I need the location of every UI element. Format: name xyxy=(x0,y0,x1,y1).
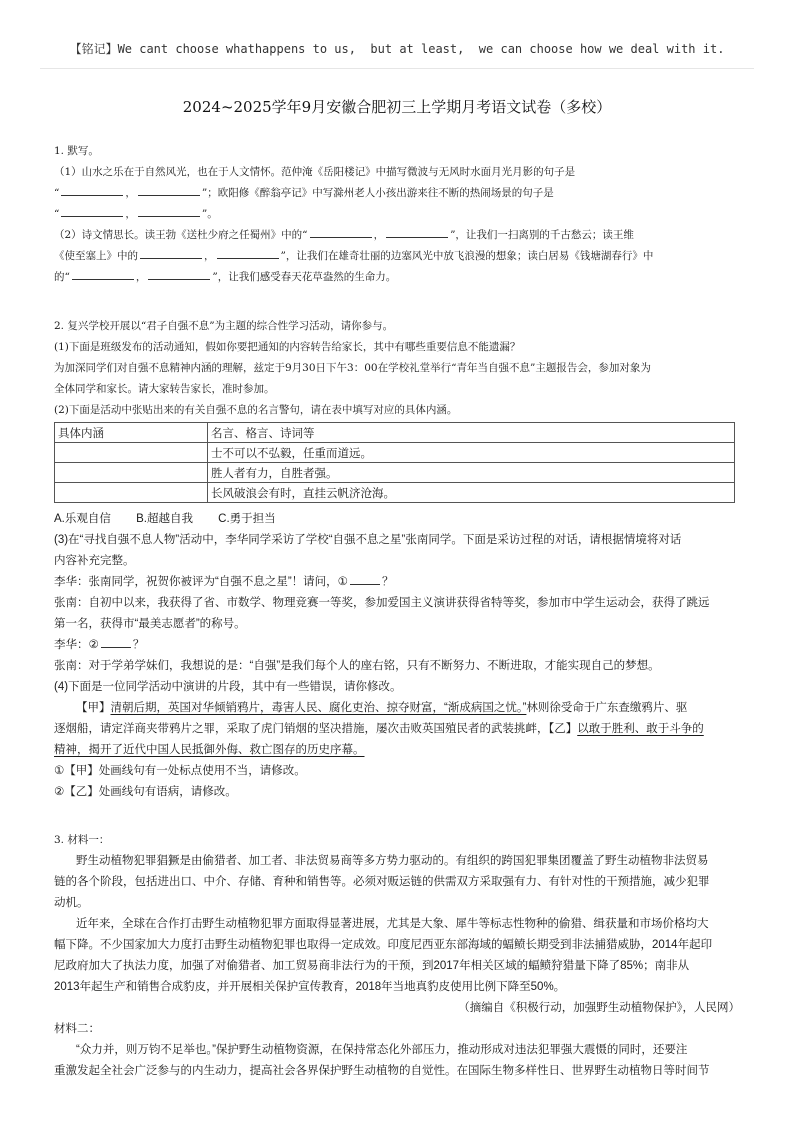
table-row xyxy=(55,483,735,503)
header-divider xyxy=(40,68,754,69)
dialogue-line: 张南：自初中以来，我获得了省、市数学、物理竞赛一等奖，参加爱国主义演讲获得省特等奖，参加市中学生运动会，获得了跳远 xyxy=(54,597,710,609)
table-row xyxy=(55,443,735,463)
question-2-continued xyxy=(54,509,740,803)
option-item: A.乐观自信 xyxy=(54,513,111,525)
header-motto: 【铭记】We cant choose whathappens to us, but at least, we can choose how we deal with it. xyxy=(69,42,725,56)
dialogue-line: 张南：对于学弟学妹们，我想说的是：“自强”是我们每个人的座右铭，只有不断努力、不断进取，才能实现自己的梦想。 xyxy=(54,660,660,672)
q3-material-heading: 材料二： xyxy=(54,1023,100,1035)
speech-line xyxy=(54,740,740,761)
q3-line: 重激发起全社会广泛参与的内生动力，提高社会各界保护野生动植物的自觉性。在国际生物多样性日、世界野生动植物日等时间节 xyxy=(54,1065,710,1077)
q2-heading: 2. 复兴学校开展以“君子自强不息”为主题的综合性学习活动，请你参与。 xyxy=(54,320,394,332)
table-cell: 胜人者有力，自胜者强。 xyxy=(208,463,735,483)
answer-blank[interactable] xyxy=(138,205,200,217)
q3-line: 2013年起生产和销售合成豹皮，并开展相关保护宣传教育，2018年当地真豹皮使用比例下降至50%。 xyxy=(54,981,566,993)
q2-line: 全体同学和家长。请大家转告家长，准时参加。 xyxy=(54,383,275,395)
answer-blank[interactable] xyxy=(350,573,380,585)
q3-line: “众力并，则万钧不足举也。”保护野生动植物资源，在保持常态化外部压力，推动形成对违法犯罪强大震慑的同时，还要注 xyxy=(76,1044,688,1056)
q3-line: 尼政府加大了执法力度，加强了对偷猎者、加工贸易商非法行为的干预，到2017年相关区域的蝠鲼狩猎量下降了85%；南非从 xyxy=(54,960,690,972)
question-2 xyxy=(54,316,740,421)
q2-line: (4)下面是一位同学活动中演讲的片段，其中有一些错误，请你修改。 xyxy=(54,681,402,693)
table-header-row xyxy=(55,423,735,443)
q2-line: ①【甲】处画线句有一处标点使用不当，请修改。 xyxy=(54,765,306,777)
question-1 xyxy=(54,141,740,288)
q1-line: 《使至塞上》中的 ， ”，让我们在雄奇壮丽的边塞风光中放飞浪漫的想象；读白居易《钱塘湖春行》中 xyxy=(54,246,740,267)
q2-line: (2)下面是活动中张贴出来的有关自强不息的名言警句，请在表中填写对应的具体内涵。 xyxy=(54,404,458,416)
answer-blank[interactable] xyxy=(138,184,200,196)
answer-blank[interactable] xyxy=(61,205,123,217)
q3-heading: 3. 材料一： xyxy=(54,834,110,846)
answer-blank[interactable] xyxy=(148,268,210,280)
q3-line: 幅下降。不少国家加大力度打击野生动植物犯罪也取得一定成效。印度尼西亚东部海域的蝠鲼长期受到非法捕猎威胁，2014年起印 xyxy=(54,939,713,951)
answer-blank[interactable] xyxy=(61,184,123,196)
dialogue-line: 李华：张南同学，祝贺你被评为“自强不息之星”！请问，① ？ xyxy=(54,572,740,593)
answer-cell[interactable] xyxy=(55,463,208,483)
q1-line: 的“ ， ”，让我们感受春天花草盎然的生命力。 xyxy=(54,267,740,288)
underlined-sentence: 精神，揭开了近代中国人民抵御外侮、救亡图存的历史序幕。 xyxy=(54,744,365,756)
answer-blank[interactable] xyxy=(217,247,279,259)
underlined-sentence: 清朝后期，英国对华倾销鸦片，毒害人民、腐化吏治、掠夺财富，“渐成病国之忧。” xyxy=(110,702,527,714)
option-item: B.超越自我 xyxy=(136,513,193,525)
q3-line: 近年来，全球在合作打击野生动植物犯罪方面取得显著进展，尤其是大象、犀牛等标志性物种的偷猎、缉获量和市场价格均大 xyxy=(76,918,709,930)
q2-line: 内容补充完整。 xyxy=(54,555,135,567)
underlined-sentence: 以敢于胜利、敢于斗争的 xyxy=(577,723,704,735)
q1-line: （2）诗文情思长。读王勃《送杜少府之任蜀州》中的“ ， ”，让我们一扫离别的千古愁云；读王维 xyxy=(54,225,740,246)
q3-line: 动机。 xyxy=(54,897,89,909)
q2-line: ②【乙】处画线句有语病，请修改。 xyxy=(54,786,237,798)
speech-line: 逐烟船，请定洋商夹带鸦片之罪，采取了虎门销烟的坚决措施，屡次击败英国殖民者的武装挑衅，【乙】以敢于胜利、敢于斗争的 xyxy=(54,723,704,735)
q2-line: (1)下面是班级发布的活动通知，假如你要把通知的内容转告给家长，其中有哪些重要信息不能遗漏？ xyxy=(54,341,521,353)
answer-blank[interactable] xyxy=(310,226,372,238)
table-cell: 长风破浪会有时，直挂云帆济沧海。 xyxy=(208,483,735,503)
table-header-cell: 名言、格言、诗词等 xyxy=(208,423,735,443)
q1-line: （1）山水之乐在于自然风光，也在于人文情怀。范仲淹《岳阳楼记》中描写微波与无风时水面月光月影的句子是 xyxy=(54,166,576,178)
q3-line: 野生动植物犯罪猖獗是由偷猎者、加工者、非法贸易商等多方势力驱动的。有组织的跨国犯罪集团覆盖了野生动植物非法贸易 xyxy=(76,855,709,867)
dialogue-line: 李华：② ？ xyxy=(54,635,740,656)
answer-cell[interactable] xyxy=(55,443,208,463)
answer-blank[interactable] xyxy=(140,247,202,259)
question-3 xyxy=(54,830,740,1082)
answer-blank[interactable] xyxy=(386,226,448,238)
answer-cell[interactable] xyxy=(55,483,208,503)
q1-line: “ ， ”。 xyxy=(54,204,740,225)
quotes-table xyxy=(54,422,735,503)
q3-line: 链的各个阶段，包括进出口、中介、存储、育种和销售等。必须对贩运链的供需双方采取强有力、有针对性的干预措施，减少犯罪 xyxy=(54,876,710,888)
q2-line: 为加深同学们对自强不息精神内涵的理解，兹定于9月30日下午3：00在学校礼堂举行“青年当自强不息”主题报告会，参加对象为 xyxy=(54,362,651,374)
option-list xyxy=(54,509,740,530)
speech-line: 【甲】清朝后期，英国对华倾销鸦片，毒害人民、腐化吏治、掠夺财富，“渐成病国之忧。”林则徐受命于广东查缴鸦片、驱 xyxy=(76,702,688,714)
source-citation: （摘编自《积极行动，加强野生动植物保护》，人民网） xyxy=(458,1002,740,1014)
answer-blank[interactable] xyxy=(72,268,134,280)
q1-heading: 1. 默写。 xyxy=(54,145,99,157)
page-title: 2024~2025学年9月安徽合肥初三上学期月考语文试卷（多校） xyxy=(182,98,612,116)
answer-blank[interactable] xyxy=(101,636,131,648)
dialogue-line: 第一名，获得市“最美志愿者”的称号。 xyxy=(54,618,246,630)
q2-line: (3)在“寻找自强不息人物”活动中，李华同学采访了学校“自强不息之星”张南同学。下面是采访过程的对话，请根据情境将对话 xyxy=(54,534,682,546)
table-row xyxy=(55,463,735,483)
table-cell: 士不可以不弘毅，任重而道远。 xyxy=(208,443,735,463)
table-header-cell: 具体内涵 xyxy=(55,423,208,443)
option-item: C.勇于担当 xyxy=(218,513,276,525)
q1-line: “ ， ”；欧阳修《醉翁亭记》中写滁州老人小孩出游来往不断的热闹场景的句子是 xyxy=(54,183,740,204)
